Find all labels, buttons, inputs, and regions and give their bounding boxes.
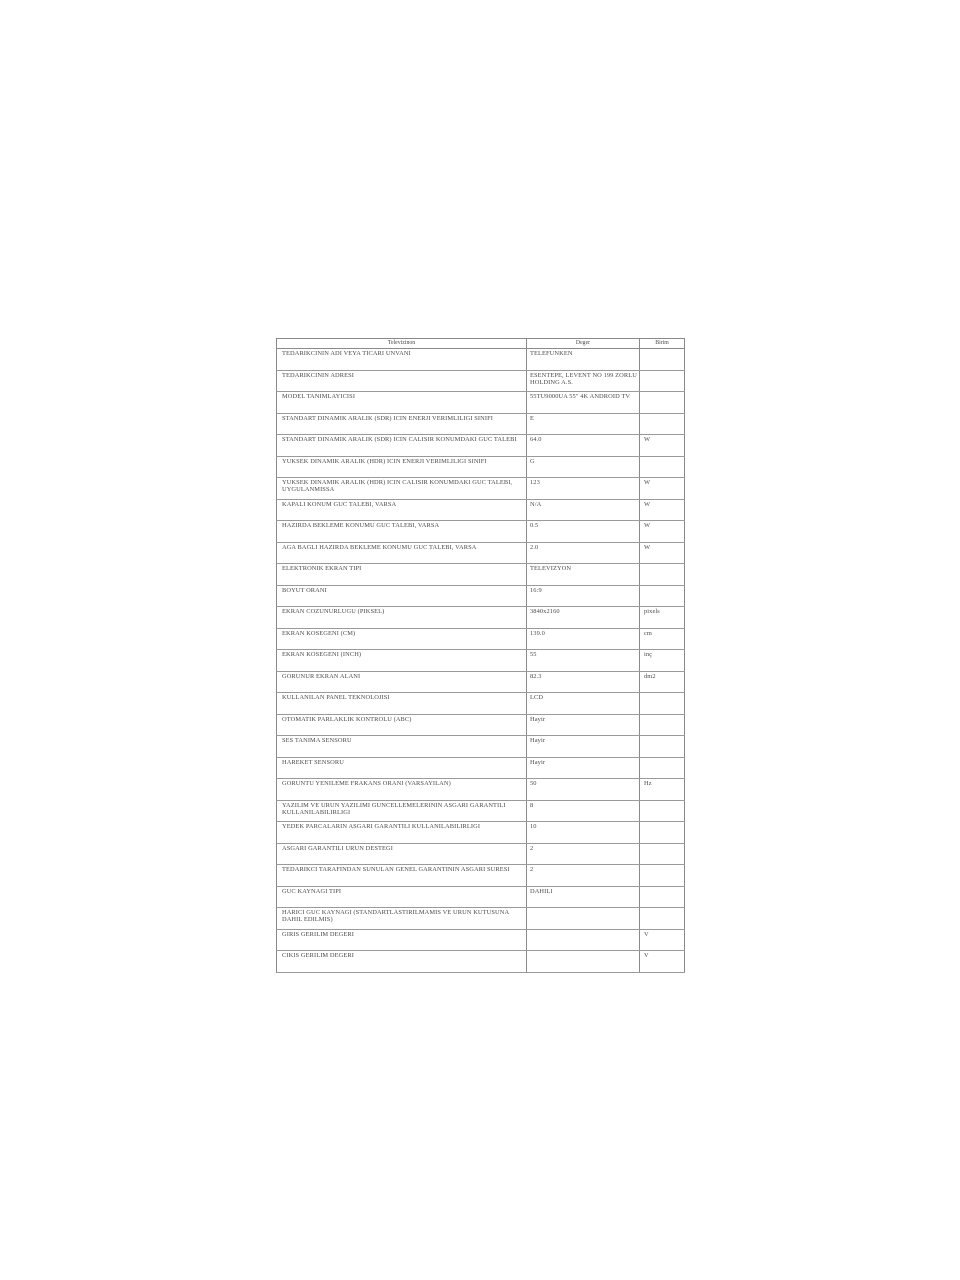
table-row: [277, 370, 685, 392]
row-value: DAHILI: [527, 886, 640, 908]
row-value: 16:9: [527, 585, 640, 607]
row-label: GORUNTU YENILEME FRAKANS ORANI (VARSAYILAN): [282, 780, 451, 787]
row-unit: Hz: [640, 779, 685, 801]
row-label: EKRAN COZUNURLUGU (PIKSEL): [282, 608, 385, 615]
row-value: ESENTEPE, LEVENT NO 199 ZORLU HOLDING A.S.: [527, 370, 640, 392]
table-row: [277, 843, 685, 865]
row-label-cell: [277, 650, 527, 672]
table-row: [277, 478, 685, 500]
row-label-cell: [277, 951, 527, 973]
table-row: [277, 929, 685, 951]
row-unit: [640, 843, 685, 865]
row-unit: W: [640, 542, 685, 564]
row-label: HAZIRDA BEKLEME KONUMU GUC TALEBI, VARSA: [282, 522, 440, 529]
row-label: KULLANILAN PANEL TEKNOLOJISI: [282, 694, 390, 701]
row-label: STANDART DINAMIK ARALIK (SDR) ICIN ENERJI VERIMLILIGI SINIFI: [282, 414, 493, 422]
row-unit: pixels: [640, 607, 685, 629]
row-value: 3840x2160: [527, 607, 640, 629]
row-value: Hayir: [527, 714, 640, 736]
row-value: TELEFUNKEN: [527, 349, 640, 371]
row-value: 139.0: [527, 628, 640, 650]
row-label: GORUNUR EKRAN ALANI: [282, 672, 361, 680]
row-label: STANDART DINAMIK ARALIK (SDR) ICIN CALISIR KONUMDAKI GUC TALEBI: [282, 436, 517, 443]
row-unit: [640, 564, 685, 586]
table-row: [277, 951, 685, 973]
row-label-cell: [277, 521, 527, 543]
table-row: [277, 521, 685, 543]
row-label: AGA BAGLI HAZIRDA BEKLEME KONUMU GUC TALEBI, VARSA: [282, 543, 477, 551]
row-value: 2: [527, 843, 640, 865]
row-label-cell: [277, 435, 527, 457]
row-unit: [640, 886, 685, 908]
table-row: [277, 585, 685, 607]
row-label-cell: [277, 693, 527, 715]
row-label-cell: [277, 865, 527, 887]
row-label-cell: [277, 714, 527, 736]
row-label: SES TANIMA SENSORU: [282, 737, 352, 744]
table-row: [277, 413, 685, 435]
row-label: YEDEK PARCALARIN ASGARI GARANTILI KULLANILABILIRLIGI: [282, 823, 481, 830]
table-row: [277, 607, 685, 629]
spec-sheet: [276, 338, 684, 973]
row-label-cell: [277, 585, 527, 607]
row-value: 10: [527, 822, 640, 844]
row-value: 55TU9000UA 55" 4K ANDROID TV: [527, 392, 640, 414]
row-unit: [640, 757, 685, 779]
table-row: [277, 757, 685, 779]
row-value: N/A: [527, 499, 640, 521]
row-label: EKRAN KOSEGENI (CM): [282, 629, 356, 637]
row-unit: [640, 865, 685, 887]
table-row: [277, 435, 685, 457]
row-label-cell: [277, 349, 527, 371]
row-label: TEDARIKCI TARAFINDAN SUNULAN GENEL GARANTININ ASGARI SURESI: [282, 866, 510, 873]
row-value: 50: [527, 779, 640, 801]
table-row: [277, 714, 685, 736]
row-unit: [640, 370, 685, 392]
row-label-cell: [277, 736, 527, 758]
row-value: 64.0: [527, 435, 640, 457]
row-unit: dm2: [640, 671, 685, 693]
row-unit: [640, 392, 685, 414]
row-unit: V: [640, 929, 685, 951]
row-value: 2: [527, 865, 640, 887]
row-unit: W: [640, 435, 685, 457]
row-value: 8: [527, 800, 640, 822]
table-row: [277, 886, 685, 908]
row-unit: [640, 585, 685, 607]
row-label-cell: [277, 628, 527, 650]
product-info-table: [276, 338, 685, 973]
row-label: HARICI GUC KAYNAGI (STANDARTLASTIRILMAMIS VE URUN KUTUSUNA DAHIL EDILMIS): [282, 909, 509, 924]
table-row: [277, 779, 685, 801]
row-unit: cm: [640, 628, 685, 650]
row-label: GIRIS GERILIM DEGERI: [282, 930, 354, 938]
row-label: ASGARI GARANTILI URUN DESTEGI: [282, 844, 394, 852]
row-label: YAZILIM VE URUN YAZILIMI GUNCELLEMELERININ ASGARI GARANTILI KULLANILABILIRLIGI: [282, 801, 506, 816]
table-row: [277, 693, 685, 715]
row-value: LCD: [527, 693, 640, 715]
row-unit: V: [640, 951, 685, 973]
row-label-cell: [277, 607, 527, 629]
row-value: 55: [527, 650, 640, 672]
table-row: [277, 628, 685, 650]
table-row: [277, 542, 685, 564]
row-value: [527, 908, 640, 930]
row-value: 123: [527, 478, 640, 500]
row-label-cell: [277, 908, 527, 930]
row-label-cell: [277, 456, 527, 478]
table-header-row: [277, 339, 685, 349]
row-label: BOYUT ORANI: [282, 586, 327, 594]
row-label-cell: [277, 413, 527, 435]
row-label-cell: [277, 392, 527, 414]
row-value: [527, 929, 640, 951]
row-value: TELEVIZYON: [527, 564, 640, 586]
row-label-cell: [277, 478, 527, 500]
row-unit: W: [640, 521, 685, 543]
row-value: 82.3: [527, 671, 640, 693]
row-unit: W: [640, 499, 685, 521]
table-row: [277, 456, 685, 478]
row-label: TEDARIKCININ ADI VEYA TICARI UNVANI: [282, 350, 411, 357]
row-label: MODEL TANIMLAYICISI: [282, 393, 356, 400]
row-unit: [640, 413, 685, 435]
row-value: E: [527, 413, 640, 435]
row-label-cell: [277, 886, 527, 908]
row-label: HAREKET SENSORU: [282, 758, 344, 766]
row-label-cell: [277, 564, 527, 586]
row-label: OTOMATIK PARLAKLIK KONTROLU (ABC): [282, 715, 412, 723]
table-row: [277, 908, 685, 930]
row-unit: W: [640, 478, 685, 500]
row-label: YUKSEK DINAMIK ARALIK (HDR) ICIN ENERJI VERIMLILIGI SINIFI: [282, 457, 487, 465]
row-label-cell: [277, 779, 527, 801]
row-label-cell: [277, 542, 527, 564]
table-row: [277, 865, 685, 887]
row-label: KAPALI KONUM GUC TALEBI, VARSA: [282, 500, 397, 508]
row-label-cell: [277, 800, 527, 822]
row-unit: [640, 456, 685, 478]
row-label: CIKIS GERILIM DEGERI: [282, 952, 354, 959]
row-unit: [640, 736, 685, 758]
table-row: [277, 671, 685, 693]
row-value: Hayir: [527, 736, 640, 758]
row-label-cell: [277, 843, 527, 865]
table-row: [277, 499, 685, 521]
row-value: G: [527, 456, 640, 478]
table-row: [277, 800, 685, 822]
row-label: GUC KAYNAGI TIPI: [282, 887, 342, 895]
row-label: ELEKTRONIK EKRAN TIPI: [282, 565, 362, 572]
row-label-cell: [277, 499, 527, 521]
table-row: [277, 736, 685, 758]
header-television: Televizinon: [277, 339, 527, 349]
row-label: EKRAN KOSEGENI (INCH): [282, 651, 362, 658]
table-row: [277, 392, 685, 414]
row-label-cell: [277, 671, 527, 693]
row-label-cell: [277, 822, 527, 844]
header-unit: Birim: [640, 339, 685, 349]
table-row: [277, 650, 685, 672]
table-row: [277, 349, 685, 371]
row-label: TEDARIKCININ ADRESI: [282, 371, 355, 379]
row-value: Hayir: [527, 757, 640, 779]
row-label: YUKSEK DINAMIK ARALIK (HDR) ICIN CALISIR KONUMDAKI GUC TALEBI, UYGULANMISSA: [282, 479, 513, 494]
row-unit: [640, 822, 685, 844]
table-row: [277, 564, 685, 586]
row-unit: [640, 693, 685, 715]
row-value: 2.0: [527, 542, 640, 564]
header-value: Deger: [527, 339, 640, 349]
row-value: [527, 951, 640, 973]
row-unit: inç: [640, 650, 685, 672]
row-label-cell: [277, 757, 527, 779]
row-unit: [640, 349, 685, 371]
row-unit: [640, 800, 685, 822]
row-label-cell: [277, 929, 527, 951]
row-unit: [640, 714, 685, 736]
row-value: 0.5: [527, 521, 640, 543]
table-row: [277, 822, 685, 844]
row-unit: [640, 908, 685, 930]
row-label-cell: [277, 370, 527, 392]
